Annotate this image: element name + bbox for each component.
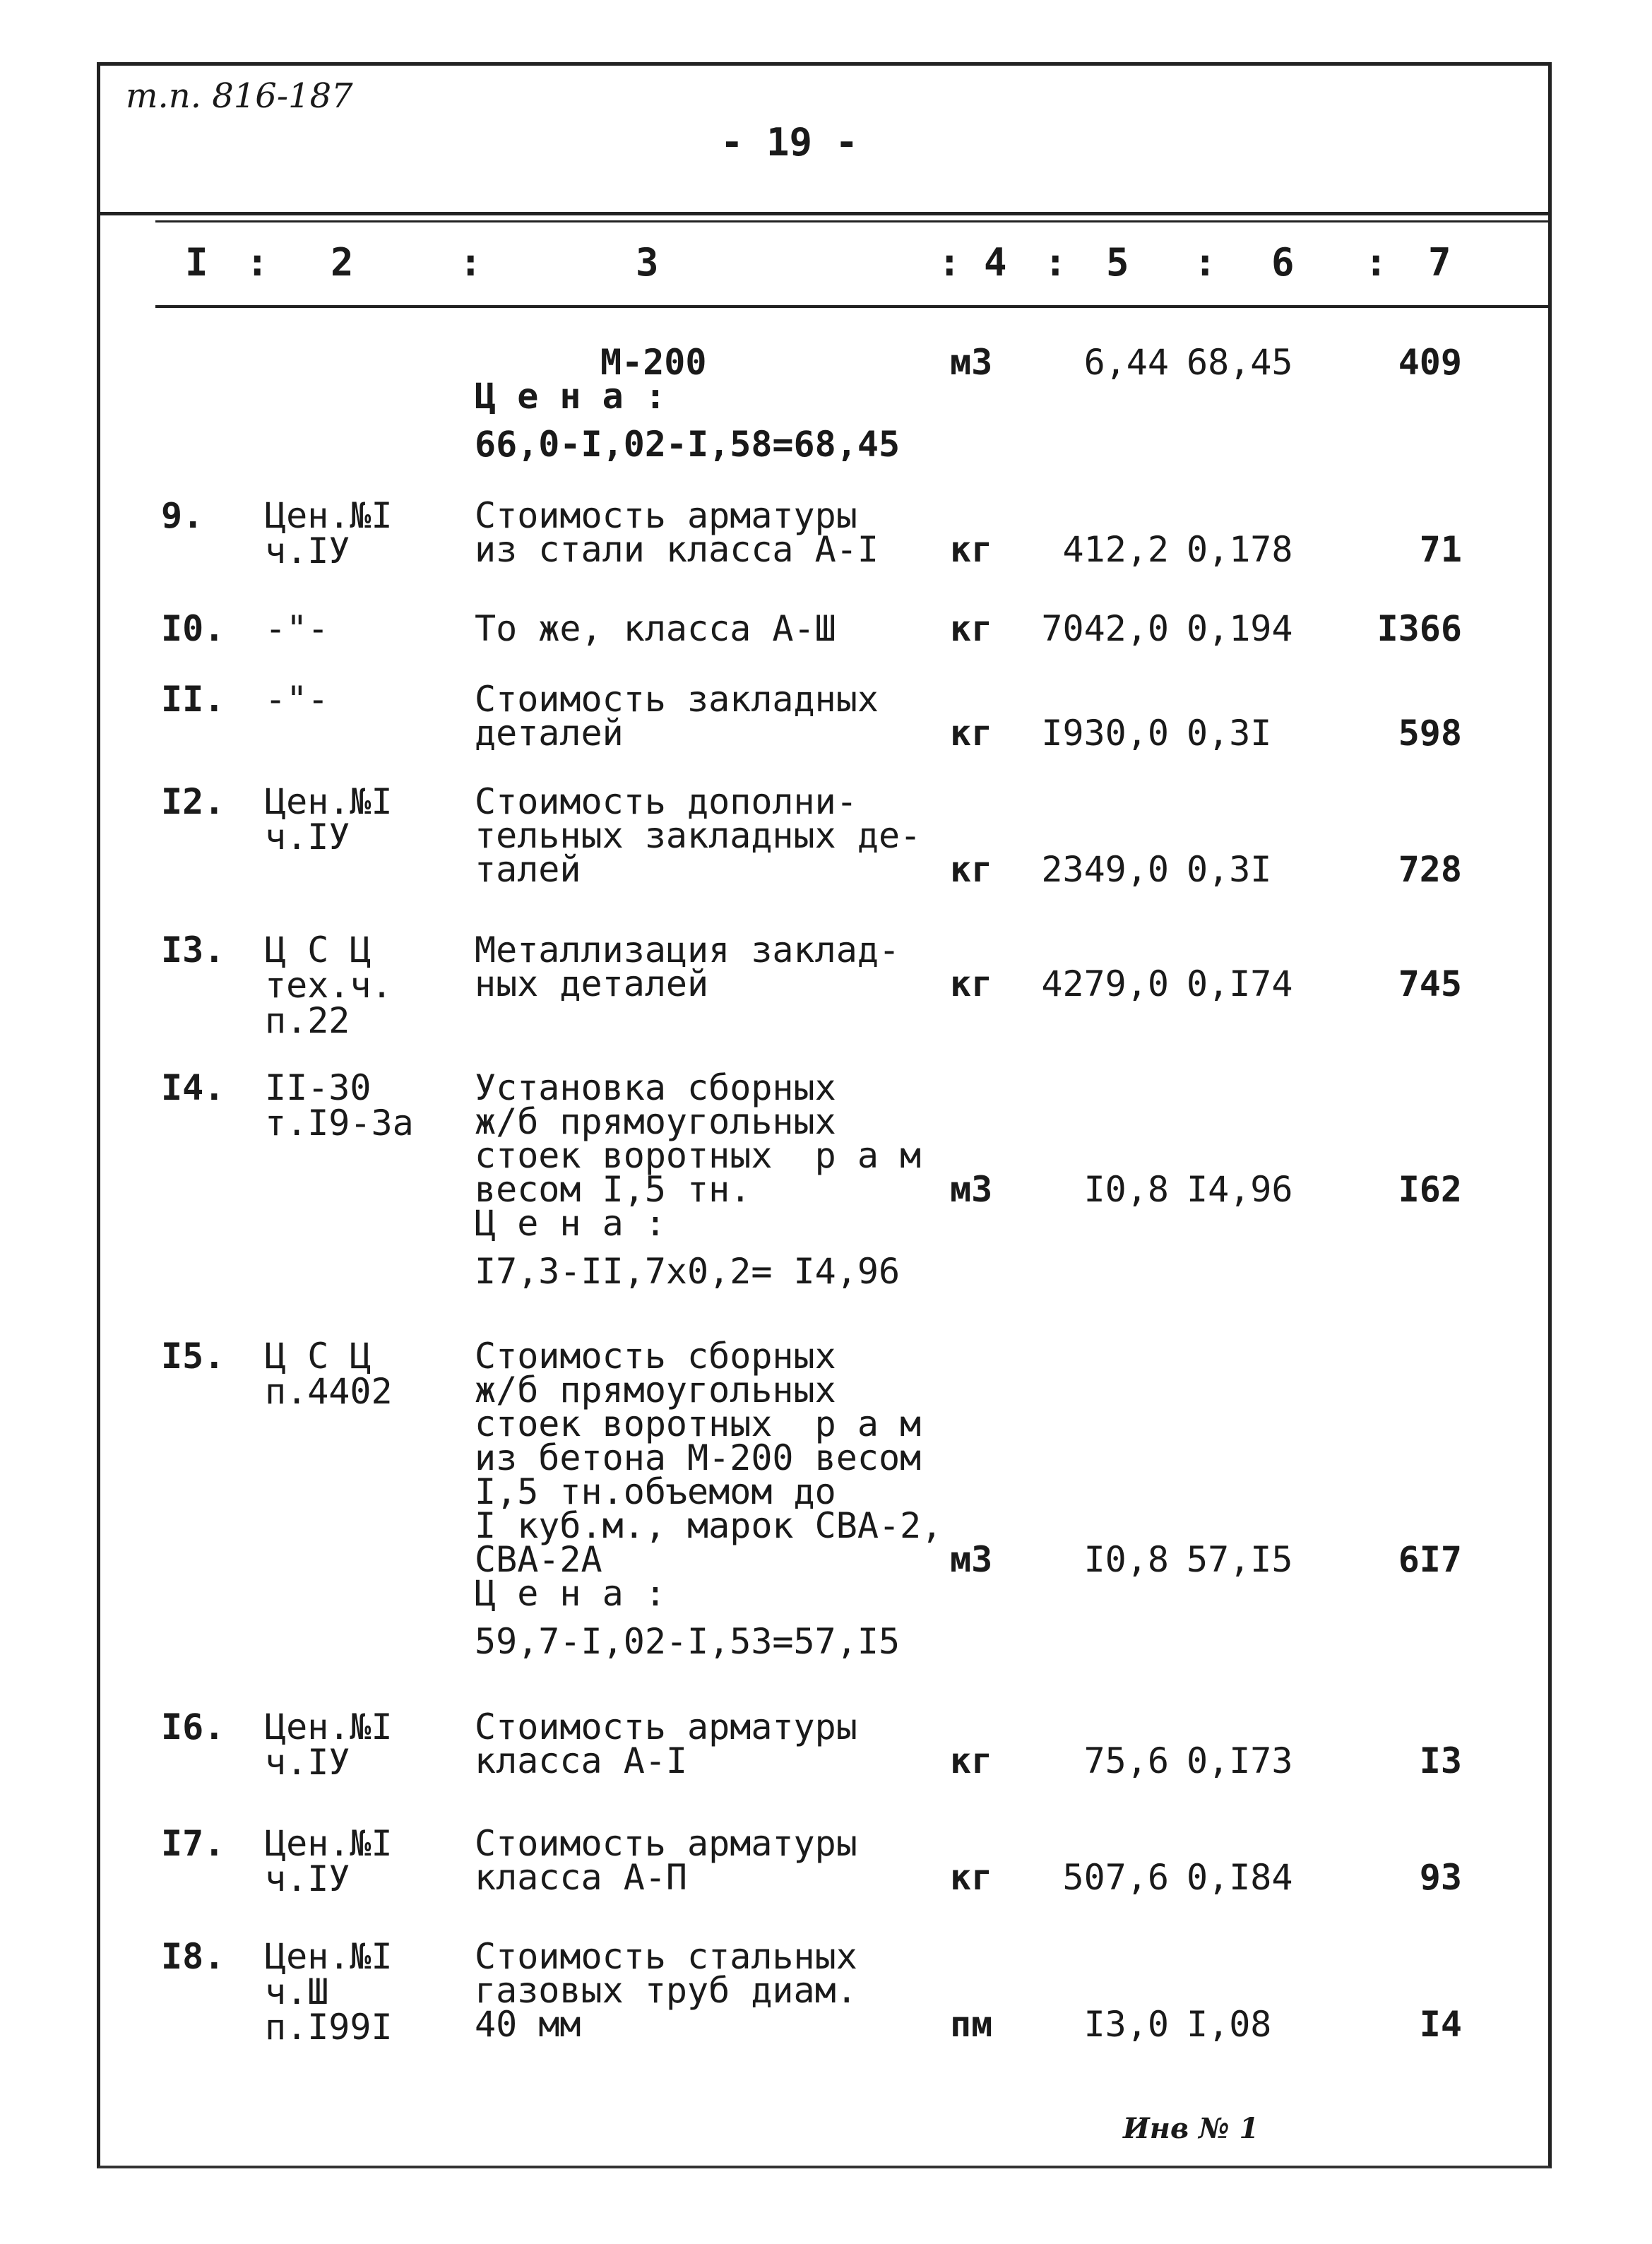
row-price: 0,I73 <box>1187 1740 1293 1781</box>
row-description: I,5 тн.объемом до <box>475 1471 836 1512</box>
row-unit: м3 <box>950 1539 993 1580</box>
row-description: Стоимость стальных <box>475 1936 857 1977</box>
row-description: I куб.м., марок СВА-2, <box>475 1505 943 1546</box>
row-unit: кг <box>950 963 993 1004</box>
row-reference: п.4402 <box>265 1371 393 1412</box>
row-reference: -"- <box>265 679 329 720</box>
row-total: I3 <box>1419 1740 1462 1781</box>
row-description: Металлизация заклад- <box>475 930 901 970</box>
row-price: I,08 <box>1187 2004 1272 2045</box>
document-stamp: т.п. 816-187 <box>126 76 353 116</box>
row-reference: Ц С Ц <box>265 1336 372 1377</box>
row-price: 57,I5 <box>1187 1539 1293 1580</box>
row-total: I366 <box>1377 608 1462 649</box>
row-reference: ч.IУ <box>265 1858 350 1899</box>
row-quantity: 507,6 <box>1062 1857 1169 1898</box>
row-description: СВА-2А <box>475 1539 602 1580</box>
row-total: 409 <box>1398 342 1462 383</box>
row-description: ж/б прямоугольных <box>475 1370 836 1411</box>
col-header-4: : 4 <box>938 240 1007 285</box>
row-reference: Цен.№I <box>265 1706 393 1747</box>
row-number: I6. <box>161 1706 225 1747</box>
col-header-1: I <box>185 240 208 285</box>
row-reference: п.22 <box>265 1000 350 1041</box>
row-price: 0,3I <box>1187 713 1272 754</box>
row-price: 0,I84 <box>1187 1857 1293 1898</box>
row-reference: Цен.№I <box>265 1823 393 1864</box>
row-description: 40 мм <box>475 2004 581 2045</box>
row-unit: м3 <box>950 342 993 383</box>
row-description: тельных закладных де- <box>475 815 922 856</box>
row-description: Стоимость арматуры <box>475 1823 857 1864</box>
row-quantity: 75,6 <box>1083 1740 1169 1781</box>
row-unit: кг <box>950 1740 993 1781</box>
row-unit: кг <box>950 849 993 890</box>
row-description: из бетона М-200 весом <box>475 1437 922 1478</box>
row-price: 0,I74 <box>1187 963 1293 1004</box>
row-unit: пм <box>950 2004 993 2045</box>
row-total: I4 <box>1419 2004 1462 2045</box>
row-description: ных деталей <box>475 963 709 1004</box>
row-number: I0. <box>161 608 225 649</box>
row-total: 93 <box>1419 1857 1462 1898</box>
row-unit: кг <box>950 608 993 649</box>
row-description: талей <box>475 849 581 890</box>
row-description: 59,7-I,02-I,53=57,I5 <box>475 1621 901 1662</box>
row-description: Стоимость сборных <box>475 1336 836 1377</box>
table-top-rule <box>155 220 1551 222</box>
row-description: весом I,5 тн. <box>475 1169 751 1210</box>
row-reference: п.I99I <box>265 2007 393 2048</box>
col-header-5: 5 <box>1106 240 1129 285</box>
row-quantity: I0,8 <box>1083 1169 1169 1210</box>
row-reference: -"- <box>265 608 329 649</box>
row-description: Стоимость закладных <box>475 679 879 720</box>
row-quantity: 2349,0 <box>1041 849 1169 890</box>
row-number: I7. <box>161 1823 225 1864</box>
row-price: 0,194 <box>1187 608 1293 649</box>
row-quantity: I0,8 <box>1083 1539 1169 1580</box>
row-reference: тех.ч. <box>265 965 393 1006</box>
row-description: Ц е н а : <box>475 1573 666 1614</box>
row-quantity: 7042,0 <box>1041 608 1169 649</box>
row-total: 6I7 <box>1398 1539 1462 1580</box>
row-total: 728 <box>1398 849 1462 890</box>
row-total: 745 <box>1398 963 1462 1004</box>
row-description: Стоимость дополни- <box>475 781 857 822</box>
row-description: класса А-П <box>475 1857 688 1898</box>
row-price: 0,178 <box>1187 529 1293 570</box>
row-description: стоек воротных р а м <box>475 1135 922 1176</box>
row-price: 0,3I <box>1187 849 1272 890</box>
col-header-6: 6 <box>1271 240 1295 285</box>
col-header-2: 2 <box>331 240 354 285</box>
row-reference: Цен.№I <box>265 1936 393 1977</box>
row-reference: ч.IУ <box>265 530 350 571</box>
col-sep: : <box>1365 240 1388 285</box>
row-price: I4,96 <box>1187 1169 1293 1210</box>
row-reference: Ц С Ц <box>265 930 372 970</box>
row-description: ж/б прямоугольных <box>475 1101 836 1142</box>
row-description: То же, класса А-Ш <box>475 608 836 649</box>
row-total: I62 <box>1398 1169 1462 1210</box>
row-number: II. <box>161 679 225 720</box>
row-total: 71 <box>1419 529 1462 570</box>
row-quantity: I930,0 <box>1041 713 1169 754</box>
row-description: стоек воротных р а м <box>475 1403 922 1444</box>
row-description: газовых труб диам. <box>475 1970 857 2011</box>
row-number: I4. <box>161 1067 225 1108</box>
col-header-3: 3 <box>636 240 659 285</box>
header-bottom-rule <box>155 305 1551 308</box>
row-unit: м3 <box>950 1169 993 1210</box>
page-number: - 19 - <box>720 120 859 165</box>
signature: Инв № 1 <box>1123 2112 1259 2145</box>
row-quantity: I3,0 <box>1083 2004 1169 2045</box>
row-unit: кг <box>950 713 993 754</box>
row-reference: ч.IУ <box>265 817 350 857</box>
row-quantity: 4279,0 <box>1041 963 1169 1004</box>
col-sep: : <box>1044 240 1067 285</box>
row-reference: ч.IУ <box>265 1742 350 1783</box>
row-number: I3. <box>161 930 225 970</box>
col-sep: : <box>246 240 269 285</box>
header-rule <box>99 212 1551 215</box>
row-reference: Цен.№I <box>265 781 393 822</box>
row-description: класса А-I <box>475 1740 688 1781</box>
row-description: М-200 <box>600 342 707 383</box>
row-description: Стоимость арматуры <box>475 1706 857 1747</box>
row-description: 66,0-I,02-I,58=68,45 <box>475 424 901 465</box>
row-reference: ч.Ш <box>265 1971 329 2012</box>
row-reference: II-30 <box>265 1067 372 1108</box>
row-number: I2. <box>161 781 225 822</box>
row-number: I8. <box>161 1936 225 1977</box>
col-sep: : <box>459 240 482 285</box>
row-price: 68,45 <box>1187 342 1293 383</box>
row-description: Ц е н а : <box>475 1203 666 1244</box>
row-description: деталей <box>475 713 624 754</box>
col-sep: : <box>1194 240 1217 285</box>
row-number: 9. <box>161 495 204 536</box>
col-header-7: 7 <box>1428 240 1451 285</box>
row-total: 598 <box>1398 713 1462 754</box>
row-quantity: 412,2 <box>1062 529 1169 570</box>
row-description: Установка сборных <box>475 1067 836 1108</box>
row-description: Стоимость арматуры <box>475 495 857 536</box>
row-description: Ц е н а : <box>475 376 666 417</box>
row-unit: кг <box>950 1857 993 1898</box>
row-description: I7,3-II,7х0,2= I4,96 <box>475 1251 901 1292</box>
row-number: I5. <box>161 1336 225 1377</box>
row-quantity: 6,44 <box>1083 342 1169 383</box>
row-reference: т.I9-3а <box>265 1103 414 1144</box>
row-unit: кг <box>950 529 993 570</box>
row-description: из стали класса А-I <box>475 529 879 570</box>
row-reference: Цен.№I <box>265 495 393 536</box>
